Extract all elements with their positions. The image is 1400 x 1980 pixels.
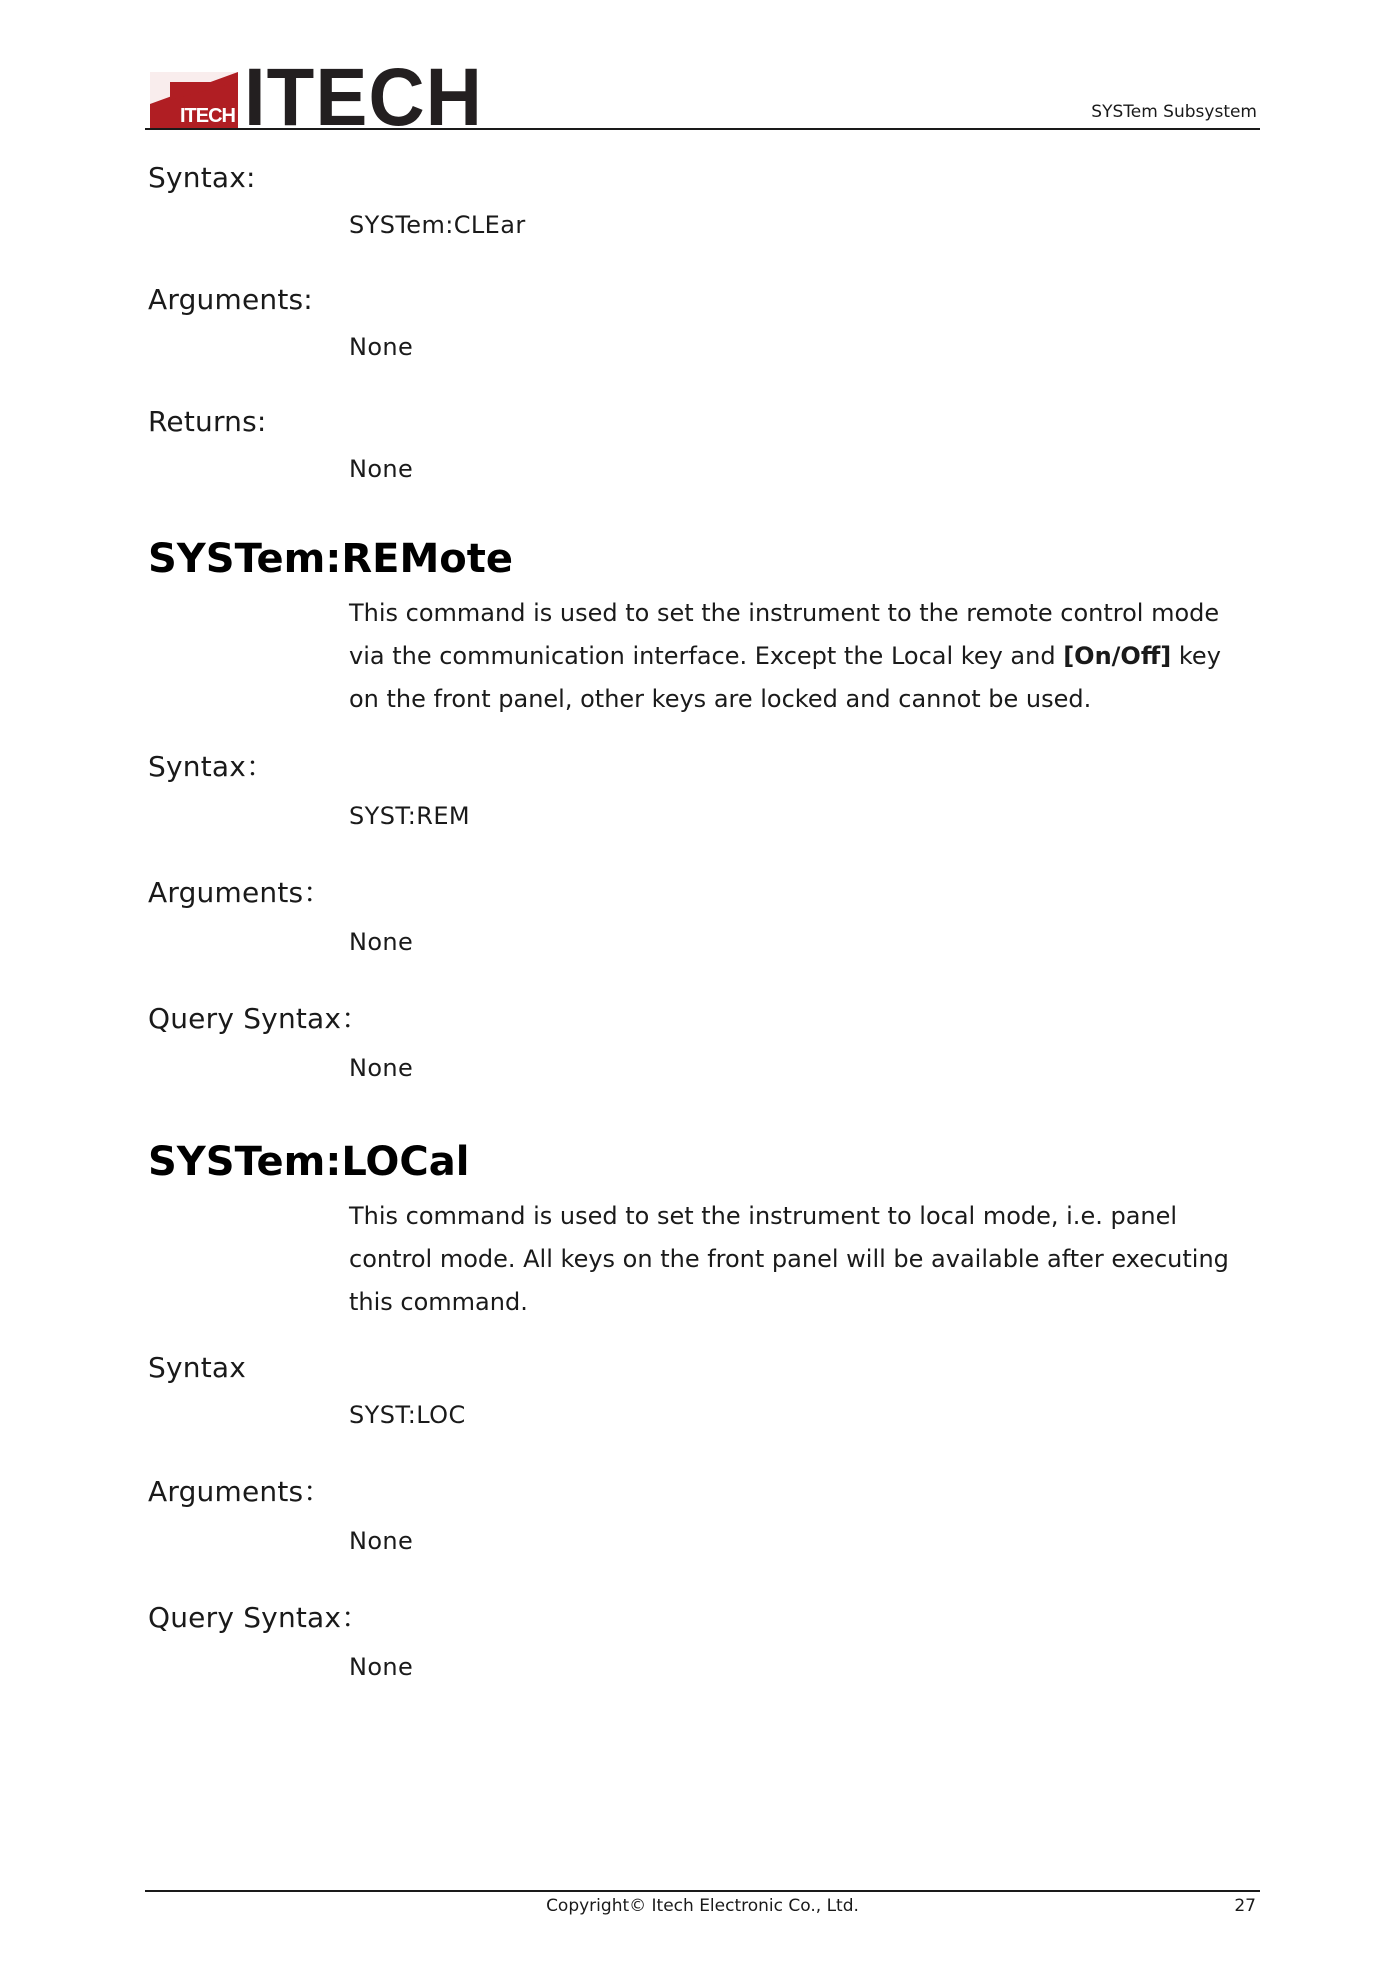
logo-wordmark: ITECH	[244, 50, 483, 143]
returns-label: Returns:	[148, 405, 267, 438]
footer-divider	[145, 1890, 1260, 1892]
local-arguments-label: Arguments：	[148, 1475, 332, 1508]
remote-arguments-label: Arguments：	[148, 876, 332, 909]
page-header	[145, 50, 1260, 143]
arguments-value: None	[349, 333, 414, 361]
remote-description: This command is used to set the instrument to the remote control mode via the communication interface. Except the Local key and [On/Off] key on the front panel, other keys are locked and cannot be used.	[349, 599, 1221, 713]
section-title-remote: SYSTem:REMote	[148, 536, 514, 582]
local-query-value: None	[349, 1653, 414, 1681]
local-query-label: Query Syntax：	[148, 1601, 370, 1634]
header-divider	[145, 128, 1260, 130]
page-content	[148, 160, 1260, 1684]
remote-syntax-label: Syntax：	[148, 750, 275, 783]
syntax-label: Syntax:	[148, 161, 256, 194]
footer-copyright: Copyright© Itech Electronic Co., Ltd.	[546, 1896, 859, 1916]
syntax-value: SYSTem:CLEar	[349, 211, 526, 239]
local-arguments-value: None	[349, 1527, 414, 1555]
section-title-local: SYSTem:LOCal	[148, 1139, 470, 1185]
page-number: 27	[1234, 1896, 1256, 1916]
itech-logo	[150, 50, 483, 143]
arguments-label: Arguments:	[148, 283, 313, 316]
local-syntax-label: Syntax	[148, 1351, 246, 1384]
remote-query-value: None	[349, 1054, 414, 1082]
logo-badge-text: ITECH	[180, 105, 235, 127]
logo-badge	[150, 72, 238, 128]
returns-value: None	[349, 455, 414, 483]
remote-query-label: Query Syntax：	[148, 1002, 370, 1035]
local-syntax-value: SYST:LOC	[349, 1401, 466, 1429]
on-off-key-label: [On/Off]	[1063, 642, 1172, 670]
remote-arguments-value: None	[349, 928, 414, 956]
header-section-title: SYSTem Subsystem	[1091, 102, 1257, 122]
remote-syntax-value: SYST:REM	[349, 802, 470, 830]
local-description: This command is used to set the instrument to local mode, i.e. panel control mode. All keys on the front panel will be available after executing this command.	[349, 1202, 1229, 1316]
